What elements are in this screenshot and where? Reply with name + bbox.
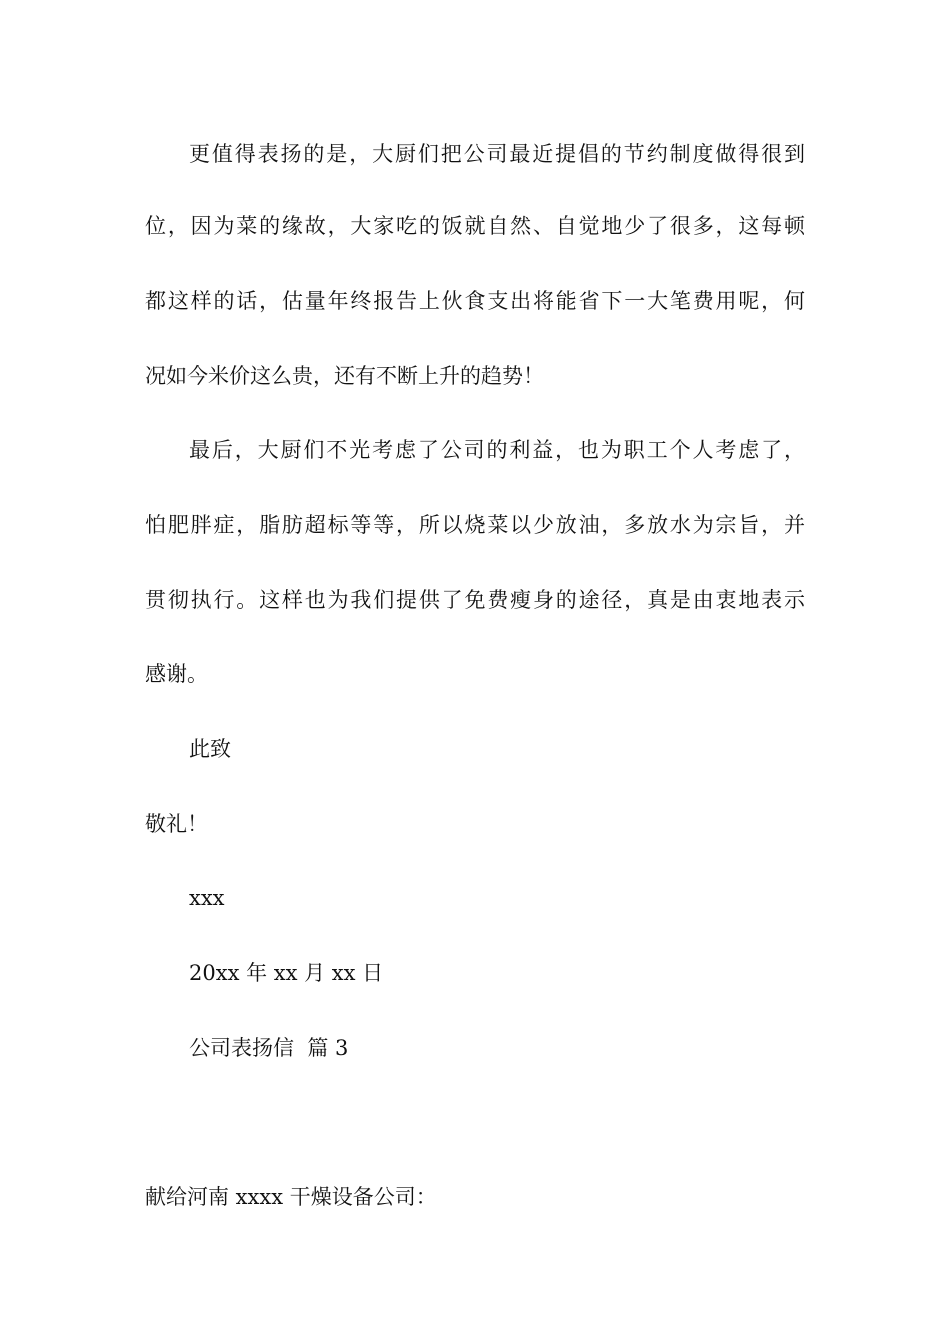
paragraph-1-line-4: 况如今米价这么贵，还有不断上升的趋势！ — [145, 364, 544, 388]
closing-text: 此致 — [189, 737, 231, 761]
paragraph-1-line-1: 更值得表扬的是，大厨们把公司最近提倡的节约制度做得很到 — [189, 142, 805, 166]
recipient-line: 献给河南 xxxx 干燥设备公司： — [145, 1185, 437, 1209]
paragraph-1-line-3: 都这样的话，估量年终报告上伙食支出将能省下一大笔费用呢，何 — [145, 289, 805, 313]
date: 20xx 年 xx 月 xx 日 — [189, 961, 384, 985]
section-title: 公司表扬信 篇 3 — [189, 1036, 349, 1060]
paragraph-2-line-4: 感谢。 — [145, 662, 208, 686]
signature: xxx — [189, 886, 225, 910]
paragraph-2-line-3: 贯彻执行。这样也为我们提供了免费瘦身的途径，真是由衷地表示 — [145, 588, 805, 612]
paragraph-2-line-2: 怕肥胖症，脂肪超标等等，所以烧菜以少放油，多放水为宗旨，并 — [145, 513, 805, 537]
salute-text: 敬礼！ — [145, 812, 208, 836]
paragraph-1-line-2: 位，因为菜的缘故，大家吃的饭就自然、自觉地少了很多，这每顿 — [145, 214, 805, 238]
paragraph-2-line-1: 最后，大厨们不光考虑了公司的利益，也为职工个人考虑了， — [189, 438, 805, 462]
